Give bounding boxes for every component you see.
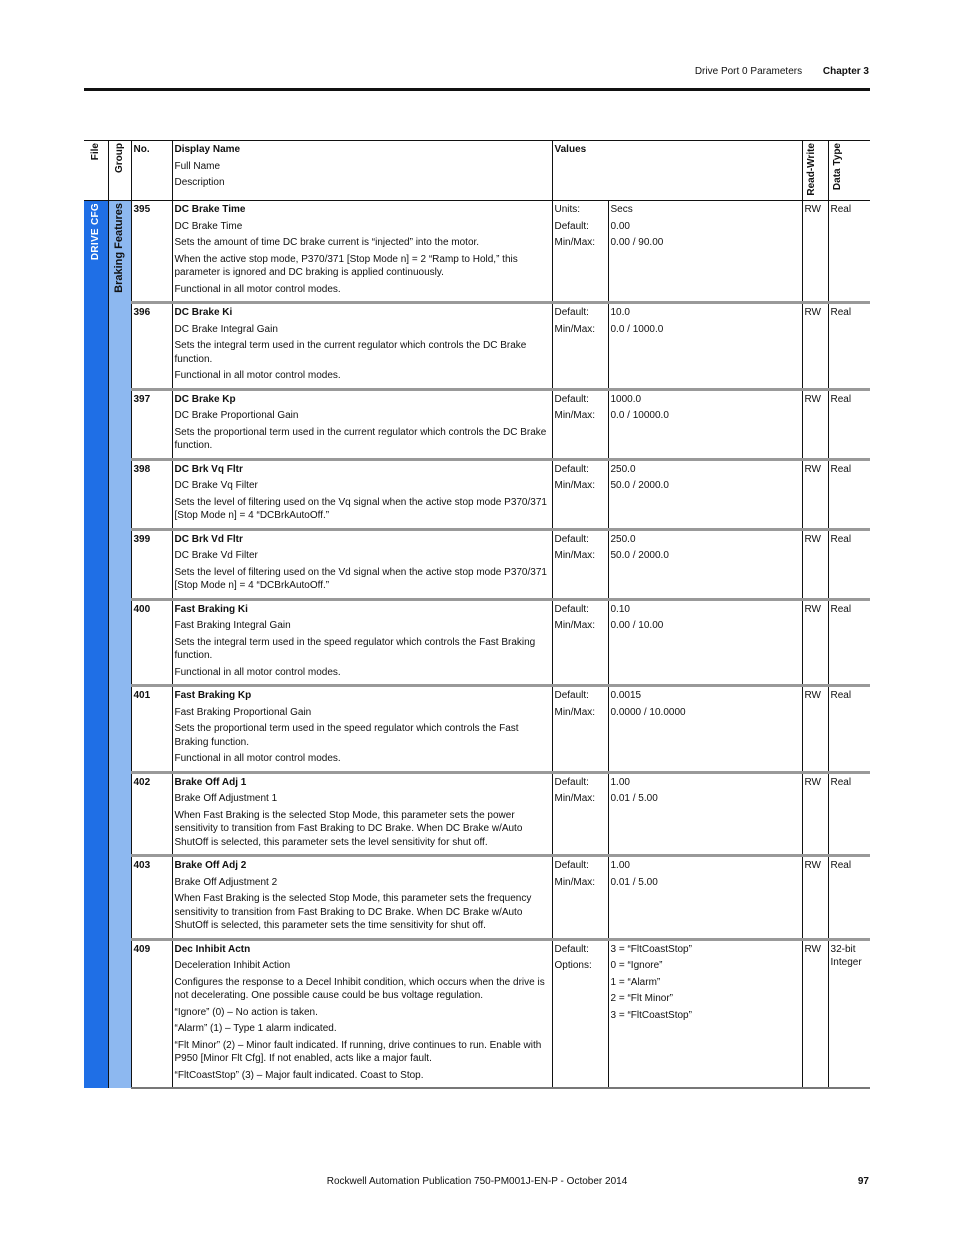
display-name: DC Brk Vd Fltr: [174, 533, 243, 545]
param-number: 395: [131, 201, 172, 303]
read-write: RW: [802, 686, 828, 773]
full-name: DC Brake Vq Filter: [174, 480, 258, 491]
read-write: RW: [802, 459, 828, 529]
value-entry: 0.10: [610, 603, 630, 615]
value-label: Default:: [554, 943, 589, 955]
value-entries: [608, 303, 802, 390]
param-description: [172, 529, 552, 599]
value-entries: [608, 686, 802, 773]
value-entries: [608, 201, 802, 303]
value-label: Min/Max:: [554, 237, 596, 248]
description-text: Sets the integral term used in the current regulator which controls the DC Brake function.: [174, 340, 527, 365]
param-number: 399: [131, 529, 172, 599]
param-description: [172, 303, 552, 390]
value-entry: Secs: [610, 204, 633, 215]
data-type: Real: [828, 303, 870, 390]
value-entry: 3 = “FltCoastStop”: [610, 1009, 692, 1021]
value-entry: 50.0 / 2000.0: [610, 480, 669, 491]
param-description: [172, 599, 552, 686]
value-labels: [552, 459, 608, 529]
table-row: [84, 772, 870, 856]
full-name: DC Brake Proportional Gain: [174, 410, 299, 421]
col-values: Values: [552, 141, 802, 201]
value-entry: 0.0 / 10000.0: [610, 410, 669, 421]
full-name: Brake Off Adjustment 2: [174, 876, 278, 888]
value-entry: 1 = “Alarm”: [610, 976, 661, 988]
parameter-table: [84, 140, 870, 1089]
value-label: Default:: [554, 860, 589, 871]
value-label: Default:: [554, 393, 589, 405]
value-entries: [608, 856, 802, 940]
value-label: Default:: [554, 463, 589, 475]
read-write: RW: [802, 939, 828, 1088]
description-text: When Fast Braking is the selected Stop Mode, this parameter sets the frequency sensitivity to transition from Fast Braking to DC Brake. When DC Brake w/Auto ShutOff is selected, this parameter sets the time sensitivity for shut off.: [174, 893, 532, 931]
description-text: Sets the integral term used in the speed regulator which controls the Fast Braking function.: [174, 636, 536, 661]
param-number: 398: [131, 459, 172, 529]
value-label: Min/Max:: [554, 876, 596, 888]
read-write: RW: [802, 201, 828, 303]
value-entries: [608, 599, 802, 686]
data-type: Real: [828, 599, 870, 686]
read-write: RW: [802, 599, 828, 686]
param-description: [172, 459, 552, 529]
table-row: [84, 599, 870, 686]
col-file: File: [84, 141, 108, 201]
value-label: Min/Max:: [554, 410, 596, 421]
read-write: RW: [802, 529, 828, 599]
value-labels: [552, 856, 608, 940]
table-row: [84, 303, 870, 390]
table-row: [84, 389, 870, 459]
col-read-write: Read-Write: [802, 141, 828, 201]
value-entry: 2 = “Flt Minor”: [610, 993, 674, 1004]
description-text: “Flt Minor” (2) – Minor fault indicated. If running, drive continues to run. Enable with P950 [Minor Flt Cfg]. If not enabled, acts like a major fault.: [174, 1039, 542, 1064]
value-labels: [552, 529, 608, 599]
value-entry: 0.00 / 90.00: [610, 237, 664, 248]
value-label: Default:: [554, 307, 589, 318]
description-text: Sets the level of filtering used on the Vd signal when the active stop mode P370/371 [Stop Mode n] = 4 “DCBrkAutoOff.”: [174, 566, 547, 591]
display-name: DC Brk Vq Fltr: [174, 463, 243, 475]
data-type: Real: [828, 201, 870, 303]
data-type: Real: [828, 856, 870, 940]
table-row: [84, 856, 870, 940]
value-label: Units:: [554, 204, 581, 215]
display-name: DC Brake Ki: [174, 307, 233, 318]
description-text: “FltCoastStop” (3) – Major fault indicated. Coast to Stop.: [174, 1069, 424, 1081]
value-labels: [552, 772, 608, 856]
table-row: [84, 201, 870, 303]
col-data-type: Data Type: [828, 141, 870, 201]
param-description: [172, 939, 552, 1088]
param-number: 400: [131, 599, 172, 686]
read-write: RW: [802, 856, 828, 940]
col-no: No.: [131, 141, 172, 201]
col-group: Group: [108, 141, 131, 201]
table-header-row: [84, 141, 870, 201]
read-write: RW: [802, 303, 828, 390]
value-entry: 1000.0: [610, 393, 642, 405]
full-name: DC Brake Time: [174, 220, 243, 232]
param-number: 409: [131, 939, 172, 1088]
table-row: [84, 529, 870, 599]
value-labels: [552, 303, 608, 390]
display-name: Fast Braking Kp: [174, 690, 252, 701]
read-write: RW: [802, 389, 828, 459]
full-name: Deceleration Inhibit Action: [174, 960, 291, 971]
value-entry: 0.00: [610, 220, 630, 232]
data-type: Real: [828, 772, 870, 856]
display-name: Brake Off Adj 2: [174, 860, 247, 871]
value-entry: 50.0 / 2000.0: [610, 550, 669, 561]
param-number: 403: [131, 856, 172, 940]
table-row: [84, 939, 870, 1088]
description-text: Sets the proportional term used in the current regulator which controls the DC Brake function.: [174, 426, 547, 451]
description-text: Sets the amount of time DC brake current is “injected” into the motor.: [174, 237, 480, 248]
value-labels: [552, 389, 608, 459]
value-label: Min/Max:: [554, 620, 596, 631]
file-cell: DRIVE CFG: [84, 201, 108, 1089]
value-label: Min/Max:: [554, 706, 596, 718]
value-labels: [552, 201, 608, 303]
value-label: Min/Max:: [554, 550, 596, 561]
value-entry: 0.01 / 5.00: [610, 793, 658, 804]
table-row: [84, 686, 870, 773]
value-label: Default:: [554, 220, 589, 232]
read-write: RW: [802, 772, 828, 856]
value-entry: 10.0: [610, 307, 630, 318]
value-entry: 1.00: [610, 776, 630, 788]
value-labels: [552, 599, 608, 686]
description-text: “Ignore” (0) – No action is taken.: [174, 1006, 318, 1018]
display-name: Fast Braking Ki: [174, 603, 248, 615]
display-name: DC Brake Kp: [174, 393, 236, 405]
full-name: DC Brake Vd Filter: [174, 550, 258, 561]
param-description: [172, 686, 552, 773]
data-type: Real: [828, 529, 870, 599]
value-entries: [608, 459, 802, 529]
value-label: Default:: [554, 776, 589, 788]
chapter-label: Chapter 3: [822, 66, 869, 77]
param-description: [172, 201, 552, 303]
value-entry: 0.0 / 1000.0: [610, 323, 664, 335]
running-header: [695, 66, 869, 77]
value-entry: 0.01 / 5.00: [610, 876, 658, 888]
value-entry: 0.0000 / 10.0000: [610, 706, 686, 718]
value-entries: [608, 772, 802, 856]
col-display-name: Display Name Full Name Description: [172, 141, 552, 201]
value-entry: 0.00 / 10.00: [610, 620, 664, 631]
param-description: [172, 389, 552, 459]
description-text: Sets the level of filtering used on the Vq signal when the active stop mode P370/371 [Stop Mode n] = 4 “DCBrkAutoOff.”: [174, 496, 547, 521]
value-entry: 250.0: [610, 533, 636, 545]
data-type: Real: [828, 389, 870, 459]
value-label: Min/Max:: [554, 323, 596, 335]
value-label: Min/Max:: [554, 793, 596, 804]
publication-info: Rockwell Automation Publication 750-PM001J-EN-P - October 2014: [326, 1176, 628, 1187]
data-type: Real: [828, 459, 870, 529]
param-number: 397: [131, 389, 172, 459]
param-description: [172, 856, 552, 940]
full-name: DC Brake Integral Gain: [174, 323, 278, 335]
description-text: Functional in all motor control modes.: [174, 666, 341, 678]
value-entry: 250.0: [610, 463, 636, 475]
value-label: Min/Max:: [554, 480, 596, 491]
page-number: 97: [857, 1176, 869, 1187]
full-name: Brake Off Adjustment 1: [174, 793, 278, 804]
full-name: Fast Braking Integral Gain: [174, 620, 291, 631]
display-name: DC Brake Time: [174, 204, 246, 215]
value-label: Default:: [554, 690, 589, 701]
group-cell: Braking Features: [108, 201, 131, 1089]
display-name: Brake Off Adj 1: [174, 776, 247, 788]
description-text: When Fast Braking is the selected Stop Mode, this parameter sets the power sensitivity to transition from Fast Braking to DC Brake. When DC Brake w/Auto ShutOff is selected, this parameter sets the level sensitivity for shut off.: [174, 809, 523, 848]
table-row: [84, 459, 870, 529]
description-text: Configures the response to a Decel Inhibit condition, which occurs when the drive is not decelerating. One possible cause could be bus voltage regulation.: [174, 976, 545, 1001]
header-rule: [84, 88, 870, 91]
section-title: Drive Port 0 Parameters: [694, 66, 803, 77]
value-labels: [552, 939, 608, 1088]
value-entries: [608, 529, 802, 599]
data-type: 32-bit Integer: [828, 939, 870, 1088]
param-description: [172, 772, 552, 856]
description-text: Functional in all motor control modes.: [174, 283, 341, 295]
value-labels: [552, 686, 608, 773]
full-name: Fast Braking Proportional Gain: [174, 706, 312, 718]
value-entry: 3 = “FltCoastStop”: [610, 943, 692, 955]
value-label: Options:: [554, 960, 592, 971]
value-entries: [608, 389, 802, 459]
description-text: “Alarm” (1) – Type 1 alarm indicated.: [174, 1023, 337, 1034]
description-text: Functional in all motor control modes.: [174, 370, 341, 381]
display-name: Dec Inhibit Actn: [174, 943, 251, 955]
param-number: 402: [131, 772, 172, 856]
description-text: When the active stop mode, P370/371 [Stop Mode n] = 2 “Ramp to Hold,” this parameter is ignored and DC braking is applied continuously.: [174, 253, 518, 278]
description-text: Sets the proportional term used in the speed regulator which controls the Fast Braking function.: [174, 723, 519, 748]
param-number: 396: [131, 303, 172, 390]
value-entry: 0 = “Ignore”: [610, 960, 663, 971]
description-text: Functional in all motor control modes.: [174, 753, 341, 764]
value-entries: [608, 939, 802, 1088]
value-entry: 1.00: [610, 860, 630, 871]
value-label: Default:: [554, 533, 589, 545]
value-label: Default:: [554, 603, 589, 615]
value-entry: 0.0015: [610, 690, 642, 701]
param-number: 401: [131, 686, 172, 773]
data-type: Real: [828, 686, 870, 773]
